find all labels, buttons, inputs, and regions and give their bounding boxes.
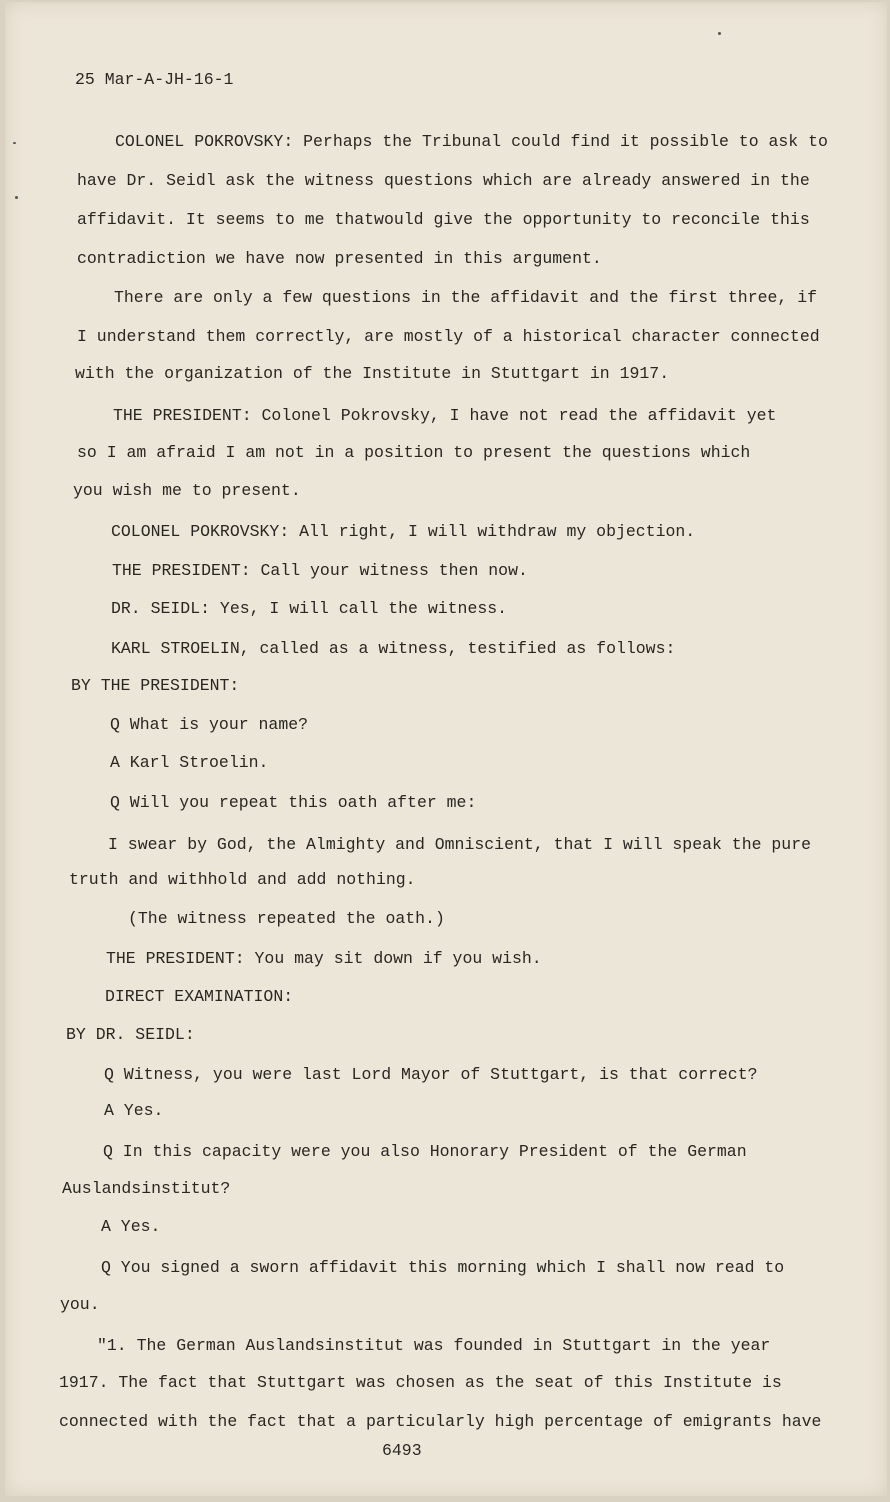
paper-speck (15, 196, 18, 199)
paper-speck (13, 142, 16, 144)
text-line: Q Will you repeat this oath after me: (110, 793, 477, 812)
text-line: There are only a few questions in the affidavit and the first three, if (114, 288, 818, 307)
text-line: 1917. The fact that Stuttgart was chosen as the seat of this Institute is (59, 1373, 782, 1392)
text-line: THE PRESIDENT: You may sit down if you wish. (106, 949, 542, 968)
page-number: 6493 (382, 1441, 422, 1460)
text-line: truth and withhold and add nothing. (69, 870, 416, 889)
text-line: A Yes. (101, 1217, 161, 1236)
text-line: so I am afraid I am not in a position to present the questions which (77, 443, 751, 462)
text-line: Q You signed a sworn affidavit this morning which I shall now read to (101, 1258, 785, 1277)
text-line: Auslandsinstitut? (62, 1179, 231, 1198)
text-line: you wish me to present. (73, 481, 301, 500)
text-line: COLONEL POKROVSKY: Perhaps the Tribunal could find it possible to ask to (115, 132, 828, 151)
text-line: with the organization of the Institute in Stuttgart in 1917. (75, 364, 670, 383)
text-line: (The witness repeated the oath.) (128, 909, 445, 928)
text-line: THE PRESIDENT: Colonel Pokrovsky, I have not read the affidavit yet (113, 406, 777, 425)
text-line: I swear by God, the Almighty and Omniscient, that I will speak the pure (108, 835, 812, 854)
text-line: A Yes. (104, 1101, 164, 1120)
text-line: KARL STROELIN, called as a witness, testified as follows: (111, 639, 676, 658)
transcript-page (5, 2, 887, 1496)
text-line: contradiction we have now presented in this argument. (77, 249, 602, 268)
page-header: 25 Mar-A-JH-16-1 (75, 70, 234, 89)
text-line: DIRECT EXAMINATION: (105, 987, 294, 1006)
text-line: "1. The German Auslandsinstitut was founded in Stuttgart in the year (97, 1336, 771, 1355)
text-line: THE PRESIDENT: Call your witness then now. (112, 561, 528, 580)
text-line: have Dr. Seidl ask the witness questions which are already answered in the (77, 171, 810, 190)
text-line: you. (60, 1295, 100, 1314)
text-line: I understand them correctly, are mostly of a historical character connected (77, 327, 820, 346)
text-line: BY DR. SEIDL: (66, 1025, 195, 1044)
text-line: COLONEL POKROVSKY: All right, I will withdraw my objection. (111, 522, 696, 541)
text-line: Q Witness, you were last Lord Mayor of Stuttgart, is that correct? (104, 1065, 758, 1084)
text-line: DR. SEIDL: Yes, I will call the witness. (111, 599, 508, 618)
text-line: Q What is your name? (110, 715, 309, 734)
paper-speck (718, 32, 721, 35)
text-line: BY THE PRESIDENT: (71, 676, 240, 695)
text-line: Q In this capacity were you also Honorary President of the German (103, 1142, 747, 1161)
text-line: connected with the fact that a particularly high percentage of emigrants have (59, 1412, 822, 1431)
text-line: affidavit. It seems to me thatwould give the opportunity to reconcile this (77, 210, 810, 229)
text-line: A Karl Stroelin. (110, 753, 269, 772)
